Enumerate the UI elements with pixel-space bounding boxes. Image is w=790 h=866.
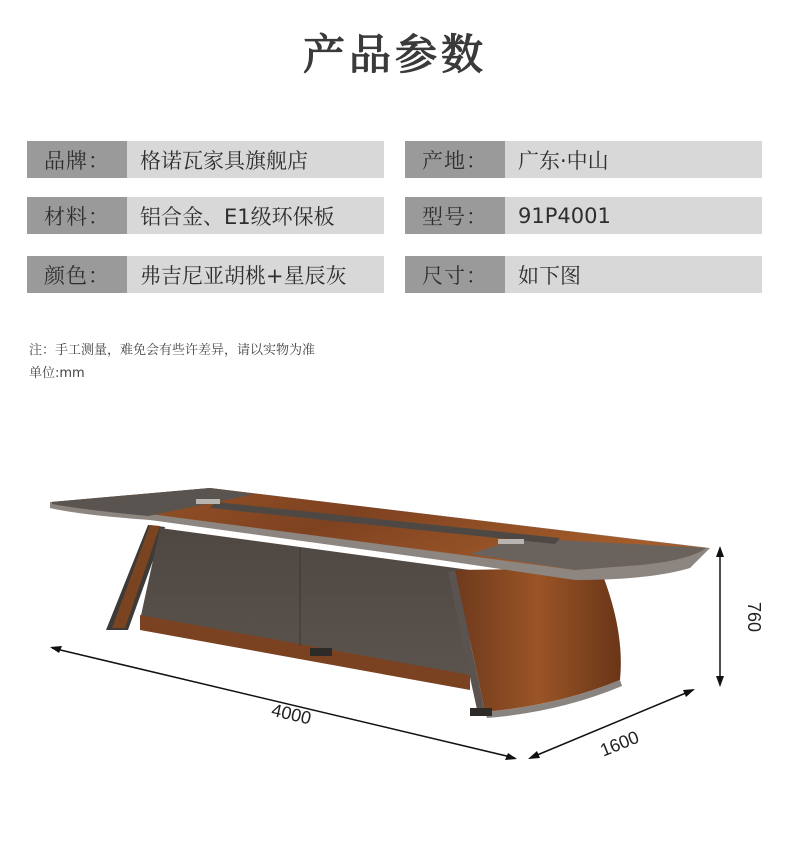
conference-table-illustration: [0, 420, 790, 866]
spec-label: 品牌：: [27, 141, 127, 178]
spec-label: 产地：: [405, 141, 505, 178]
spec-label: 颜色：: [27, 256, 127, 293]
spec-row-origin: [405, 141, 762, 178]
unit-note: 单位:mm: [29, 366, 85, 381]
foot: [470, 708, 492, 716]
page-title: 产品参数: [302, 30, 487, 79]
length-label: 4000: [269, 699, 314, 729]
spec-value: 广东·中山: [505, 141, 762, 178]
spec-row-color: [27, 256, 384, 293]
spec-value: 弗吉尼亚胡桃+星辰灰: [127, 256, 384, 293]
spec-value: 铝合金、E1级环保板: [127, 197, 384, 234]
measurement-note: 注：手工测量，难免会有些许差异，请以实物为准: [29, 343, 316, 358]
spec-value: 如下图: [505, 256, 762, 293]
spec-row-size: [405, 256, 762, 293]
spec-value: 格诺瓦家具旗舰店: [127, 141, 384, 178]
spec-row-model: [405, 197, 762, 234]
spec-label: 材料：: [27, 197, 127, 234]
spec-row-material: [27, 197, 384, 234]
spec-row-brand: [27, 141, 384, 178]
spec-label: 尺寸：: [405, 256, 505, 293]
width-label: 1600: [597, 726, 642, 761]
spec-label: 型号：: [405, 197, 505, 234]
right-leg: [448, 568, 622, 718]
dimension-height: [716, 546, 764, 687]
height-label: 760: [744, 602, 764, 633]
spec-value: 91P4001: [505, 197, 762, 234]
foot: [310, 648, 332, 656]
